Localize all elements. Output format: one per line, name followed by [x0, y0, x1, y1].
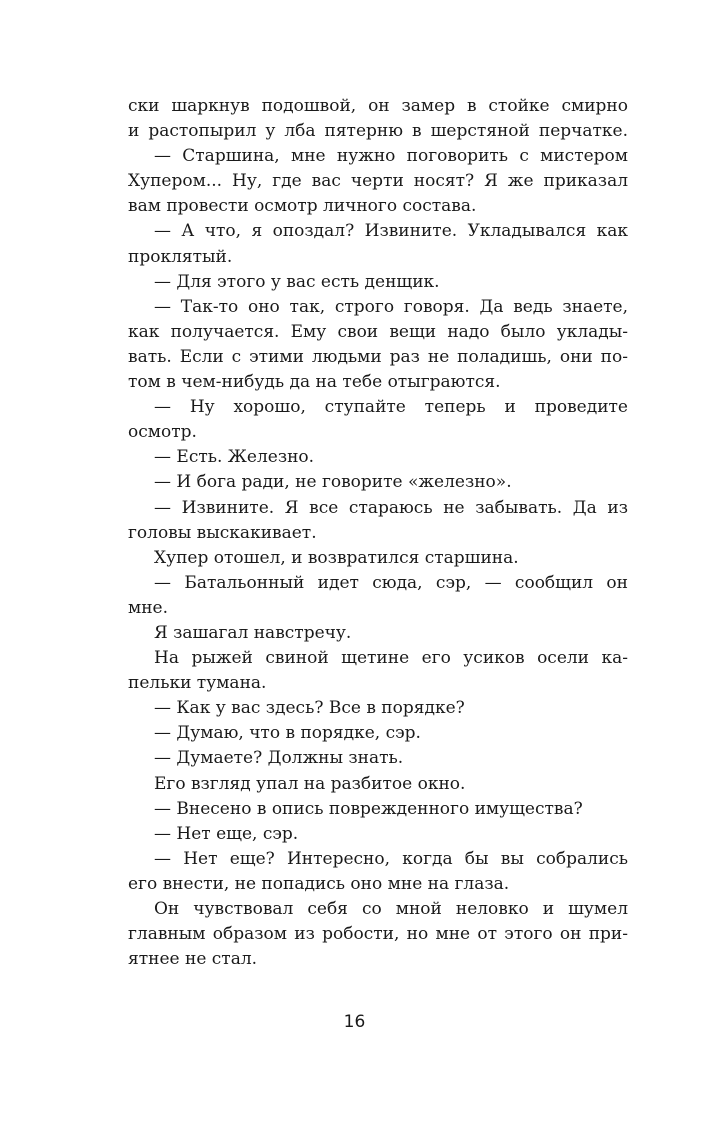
text-line: — Старшина, мне нужно поговорить с мистером	[154, 146, 628, 167]
text-line: — И бога ради, не говорите «железно».	[154, 472, 512, 493]
text-line: Он чувствовал себя со мной неловко и шумел	[154, 899, 628, 919]
text-line: осмотр.	[128, 422, 197, 443]
text-line: — Для этого у вас есть денщик.	[154, 271, 440, 292]
text-line: главным образом из робости, но мне от этого он при-	[128, 924, 628, 945]
text-line: — Нет еще, сэр.	[154, 823, 299, 844]
text-line: как получается. Ему свои вещи надо было уклады-	[128, 321, 628, 342]
text-line: — Как у вас здесь? Все в порядке?	[154, 698, 465, 719]
text-line: — Ну хорошо, ступайте теперь и проведите	[154, 397, 628, 418]
text-line: его внести, не попадись оно мне на глаза.	[128, 873, 510, 894]
text-line: — Нет еще? Интересно, когда бы вы собрались	[154, 848, 628, 869]
text-line: — Думаю, что в порядке, сэр.	[154, 723, 421, 744]
text-line: — А что, я опоздал? Извините. Укладывался как	[154, 221, 628, 242]
text-line: — Извините. Я все стараюсь не забывать. Да из	[154, 497, 628, 518]
text-line: — Есть. Железно.	[154, 447, 315, 468]
text-line: мне.	[128, 597, 169, 618]
text-line: — Так-то оно так, строго говоря. Да ведь знаете,	[154, 296, 628, 317]
text-line: пельки тумана.	[128, 673, 267, 694]
text-line: вать. Если с этими людьми раз не поладишь, они по-	[128, 346, 628, 367]
page-number: 16	[343, 1012, 366, 1032]
text-line: ятнее не стал.	[128, 949, 258, 970]
text-line: — Думаете? Должны знать.	[154, 748, 404, 769]
text-line: проклятый.	[128, 246, 233, 267]
text-line: — Внесено в опись поврежденного имущества?	[154, 798, 583, 819]
text-line: На рыжей свиной щетине его усиков осели ка-	[154, 648, 628, 669]
text-line: — Батальонный идет сюда, сэр, — сообщил он	[154, 572, 628, 593]
text-line: и растопырил у лба пятерню в шерстяной перчатке.	[128, 121, 628, 142]
text-line: вам провести осмотр личного состава.	[128, 196, 477, 217]
text-line: ски шаркнув подошвой, он замер в стойке смирно	[128, 96, 628, 116]
text-line: Я зашагал навстречу.	[154, 622, 352, 643]
body-text	[128, 94, 628, 972]
text-line: Его взгляд упал на разбитое окно.	[154, 773, 466, 794]
text-line: Хупером... Ну, где вас черти носят? Я же приказал	[128, 171, 628, 192]
text-line: головы выскакивает.	[128, 522, 317, 543]
text-line: том в чем-нибудь да на тебе отыграются.	[128, 372, 501, 393]
text-line: Хупер отошел, и возвратился старшина.	[154, 547, 519, 568]
